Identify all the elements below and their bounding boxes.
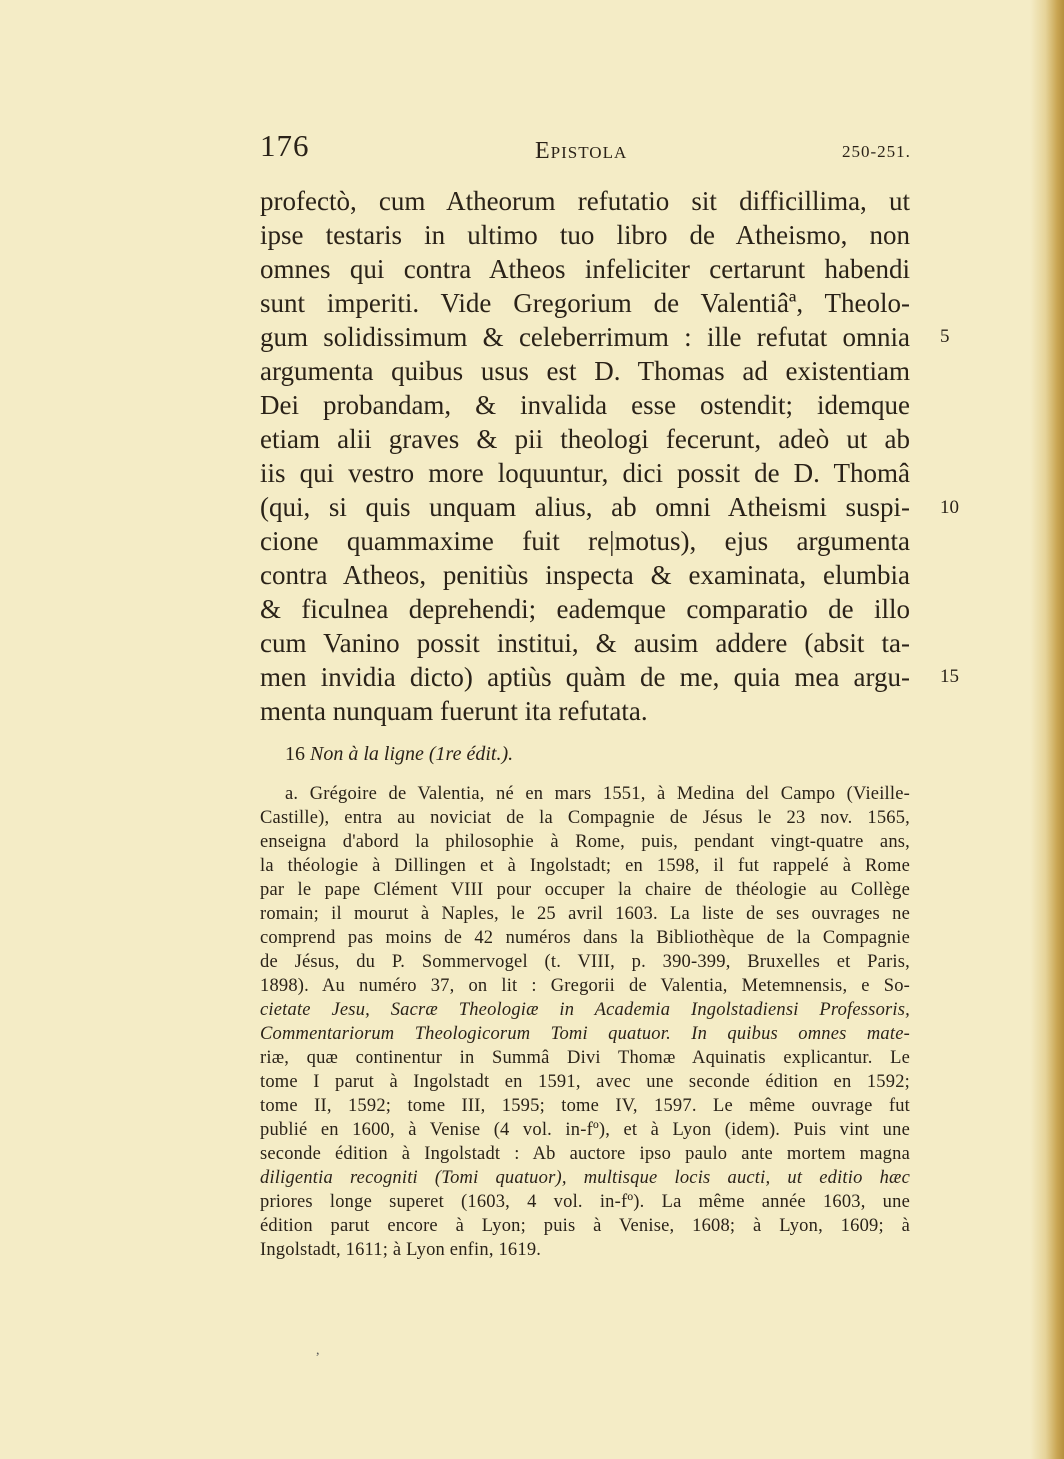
text-line: cum Vanino possit institui, & ausim addere (absit ta- (260, 628, 910, 658)
text-line: & ficulnea deprehendi; eademque comparatio de illo (260, 594, 910, 624)
footnote-line: comprend pas moins de 42 numéros dans la Bibliothèque de la Compagnie (260, 928, 910, 948)
footnote-line: a. Grégoire de Valentia, né en mars 1551, à Medina del Campo (Vieille- (285, 784, 910, 804)
footnote-line: priores longe superet (1603, 4 vol. in-fº). La même année 1603, une (260, 1192, 910, 1212)
footnote-line: riæ, quæ continentur in Summâ Divi Thomæ Aquinatis explicantur. Le (260, 1048, 910, 1068)
footnote-line: enseigna d'abord la philosophie à Rome, puis, pendant vingt-quatre ans, (260, 832, 910, 852)
footnote-block (260, 782, 910, 1262)
line-number-5: 5 (940, 326, 950, 347)
text-line: argumenta quibus usus est D. Thomas ad existentiam (260, 356, 910, 386)
text-line: Dei probandam, & invalida esse ostendit; idemque (260, 390, 910, 420)
editorial-note-number: 16 (285, 743, 305, 765)
editorial-note-text: Non à la ligne (1re édit.). (310, 743, 514, 765)
page-edge-shadow (1030, 0, 1064, 1459)
text-line: cione quammaxime fuit re|motus), ejus argumenta (260, 526, 910, 556)
footnote-line: de Jésus, du P. Sommervogel (t. VIII, p. 390-399, Bruxelles et Paris, (260, 952, 910, 972)
text-line: contra Atheos, penitiùs inspecta & examinata, elumbia (260, 560, 910, 590)
line-number-15: 15 (940, 666, 959, 687)
text-line: ipse testaris in ultimo tuo libro de Atheismo, non (260, 220, 910, 250)
footnote-line: tome I parut à Ingolstadt en 1591, avec une seconde édition en 1592; (260, 1072, 910, 1092)
footnote-line: diligentia recogniti (Tomi quatuor), multisque locis aucti, ut editio hæc (260, 1168, 910, 1188)
running-title: Epistola (535, 138, 628, 164)
footnote-line: par le pape Clément VIII pour occuper la chaire de théologie au Collège (260, 880, 910, 900)
footnote-line: tome II, 1592; tome III, 1595; tome IV, 1597. Le même ouvrage fut (260, 1096, 910, 1116)
footnote-line: romain; il mourut à Naples, le 25 avril 1603. La liste de ses ouvrages ne (260, 904, 910, 924)
footnote-line: cietate Jesu, Sacræ Theologiæ in Academia Ingolstadiensi Professoris, (260, 1000, 910, 1020)
footnote-line: Ingolstadt, 1611; à Lyon enfin, 1619. (260, 1240, 542, 1260)
ink-speck: , (316, 1343, 320, 1358)
text-line: gum solidissimum & celeberrimum : ille refutat omnia (260, 322, 910, 352)
text-line: etiam alii graves & pii theologi fecerunt, adeò ut ab (260, 424, 910, 454)
text-line: iis qui vestro more loquuntur, dici possit de D. Thomâ (260, 458, 910, 488)
footnote-line: seconde édition à Ingolstadt : Ab auctore ipso paulo ante mortem magna (260, 1144, 910, 1164)
footnote-line: 1898). Au numéro 37, on lit : Gregorii de Valentia, Metemnensis, e So- (260, 976, 910, 996)
footnote-line: Castille), entra au noviciat de la Compagnie de Jésus le 23 nov. 1565, (260, 808, 910, 828)
footnote-line: édition parut encore à Lyon; puis à Venise, 1608; à Lyon, 1609; à (260, 1216, 910, 1236)
page-range: 250-251. (842, 142, 911, 161)
text-line: menta nunquam fuerunt ita refutata. (260, 696, 648, 726)
text-line: omnes qui contra Atheos infeliciter certarunt habendi (260, 254, 910, 284)
page-number: 176 (260, 128, 310, 163)
editorial-note (285, 743, 513, 766)
footnote-line: publié en 1600, à Venise (4 vol. in-fº), et à Lyon (idem). Puis vint une (260, 1120, 910, 1140)
line-number-10: 10 (940, 497, 959, 518)
latin-text-block (260, 184, 910, 732)
footnote-line: la théologie à Dillingen et à Ingolstadt; en 1598, il fut rappelé à Rome (260, 856, 910, 876)
footnote-line: Commentariorum Theologicorum Tomi quatuor. In quibus omnes mate- (260, 1024, 910, 1044)
text-line: sunt imperiti. Vide Gregorium de Valentiâª, Theolo- (260, 288, 910, 318)
text-line: profectò, cum Atheorum refutatio sit difficillima, ut (260, 186, 910, 216)
text-line: men invidia dicto) aptiùs quàm de me, quia mea argu- (260, 662, 910, 692)
text-line: (qui, si quis unquam alius, ab omni Atheismi suspi- (260, 492, 910, 522)
